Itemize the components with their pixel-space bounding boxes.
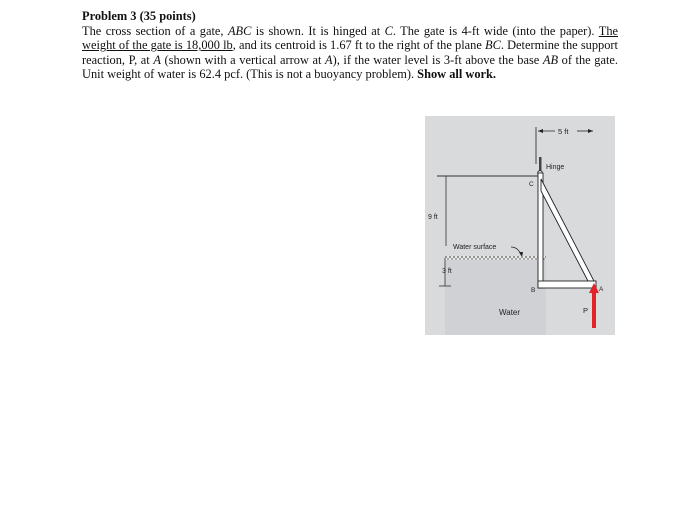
problem-body	[82, 24, 618, 82]
var-a: A	[153, 52, 161, 67]
var-c: C	[384, 23, 393, 38]
text-segment: ), if the water level is 3-ft above the base	[332, 52, 543, 67]
label-water-surface: Water surface	[453, 244, 497, 251]
label-hinge: Hinge	[546, 164, 565, 171]
var-a: A	[325, 52, 333, 67]
water-surface-band	[445, 256, 546, 260]
show-work: Show all work.	[417, 67, 497, 82]
gate-bottom-member	[538, 281, 596, 288]
text-segment: , and its centroid is 1.67 ft to the right of the plane	[232, 38, 485, 53]
water-region	[445, 259, 546, 335]
label-3ft: 3 ft	[442, 268, 452, 275]
text-segment: (shown with a vertical arrow at	[160, 52, 326, 67]
label-p: P	[583, 306, 589, 315]
text-segment: is shown. It is hinged at	[251, 23, 385, 38]
text-segment: . The gate is 4-ft wide (into the paper).	[392, 23, 599, 38]
label-9ft: 9 ft	[428, 214, 438, 221]
var-bc: BC	[485, 38, 501, 53]
var-abc: ABC	[227, 23, 252, 38]
text-segment: of the gate. Unit weight of water is 62.4 pcf. (This is not a buoyancy problem).	[82, 52, 618, 82]
label-water: Water	[499, 308, 521, 317]
var-ab: AB	[542, 52, 559, 67]
reaction-arrow-shaft	[592, 291, 596, 328]
gate-figure	[425, 116, 615, 335]
label-b: B	[531, 287, 536, 294]
weight-statement: The weight of the gate is 18,000 lb	[82, 23, 619, 53]
problem-statement	[82, 9, 618, 82]
label-c: C	[529, 181, 534, 188]
label-5ft: 5 ft	[558, 127, 569, 136]
label-a: A	[599, 286, 604, 293]
text-segment: The cross section of a gate,	[82, 23, 228, 38]
text-segment: . Determine the support reaction, P, at	[82, 38, 619, 67]
problem-title: Problem 3 (35 points)	[82, 9, 196, 23]
